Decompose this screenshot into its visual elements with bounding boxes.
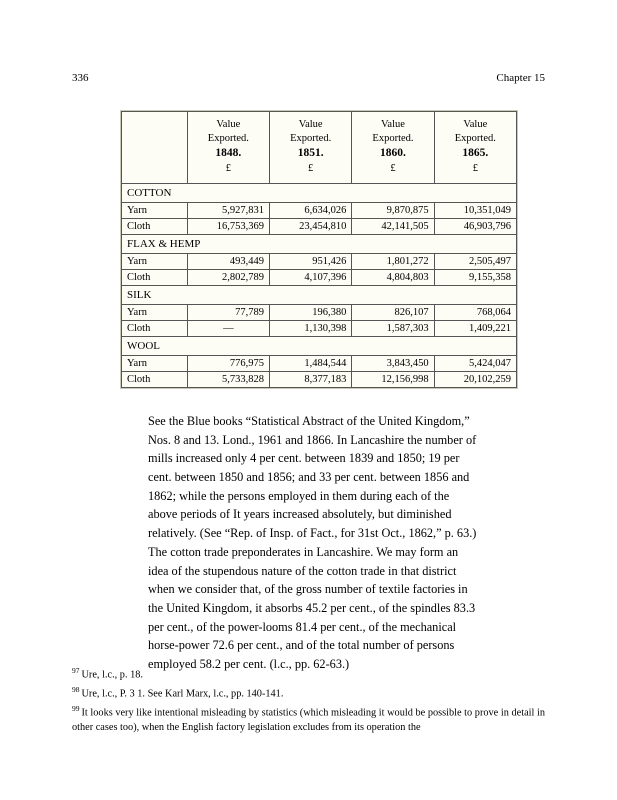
footnote-text: Ure, l.c., P. 3 1. See Karl Marx, l.c., pp. 140-141. [81,688,284,700]
column-header-1865 [434,112,516,184]
table-group-row [122,337,517,356]
table-row [122,372,517,388]
cell-value: 5,927,831 [187,203,269,219]
table-row [122,356,517,372]
row-label: Cloth [122,321,188,337]
column-header-line2: Exported. [372,133,414,145]
body-paragraph-block [148,412,480,674]
group-label: COTTON [122,184,517,203]
table-row [122,321,517,337]
row-label: Cloth [122,270,188,286]
cell-value: 4,804,803 [352,270,434,286]
page-header [72,72,545,84]
cell-value: 776,975 [187,356,269,372]
table-row [122,203,517,219]
column-header-year: 1851. [297,147,324,160]
cell-value: 1,484,544 [270,356,352,372]
footnote-99 [72,704,545,736]
column-header-line2: Exported. [290,133,332,145]
cell-value: 1,130,398 [270,321,352,337]
cell-value: 3,843,450 [352,356,434,372]
column-header-unit: £ [308,162,314,174]
footnote-marker: 98 [72,685,80,695]
cell-value: 10,351,049 [434,203,516,219]
cell-value: 1,801,272 [352,254,434,270]
group-label: WOOL [122,337,517,356]
column-header-1851 [270,112,352,184]
cell-value: 196,380 [270,305,352,321]
cell-value: — [187,321,269,337]
row-label: Yarn [122,305,188,321]
table-row [122,219,517,235]
export-values-table-container [120,110,518,389]
table-row [122,270,517,286]
footnote-marker: 97 [72,666,80,675]
cell-value: 6,634,026 [270,203,352,219]
cell-value: 12,156,998 [352,372,434,388]
row-label: Cloth [122,219,188,235]
table-corner-cell [122,112,188,184]
table-header [122,112,517,184]
page-number: 336 [72,72,89,84]
cell-value: 9,870,875 [352,203,434,219]
footnote-text: It looks very like intentional misleading by statistics (which misleading it would be possible to prove in detail in other cases too), when the English factory legislation excludes from its operation the [72,707,545,734]
column-header-line2: Exported. [454,133,496,145]
cell-value: 77,789 [187,305,269,321]
export-values-table [121,111,517,388]
footnote-97 [72,666,545,683]
cell-value: 46,903,796 [434,219,516,235]
row-label: Yarn [122,356,188,372]
column-header-1848 [187,112,269,184]
column-header-year: 1860. [380,147,406,160]
group-label: SILK [122,286,517,305]
footnote-marker: 99 [72,704,80,714]
footnote-98 [72,685,545,702]
table-group-row [122,286,517,305]
cell-value: 493,449 [187,254,269,270]
cell-value: 2,802,789 [187,270,269,286]
cell-value: 23,454,810 [270,219,352,235]
column-header-year: 1865. [462,147,489,160]
cell-value: 8,377,183 [270,372,352,388]
cell-value: 1,409,221 [434,321,516,337]
table-body [122,184,517,388]
group-label: FLAX & HEMP [122,235,517,254]
row-label: Cloth [122,372,188,388]
column-header-unit: £ [390,162,396,174]
cell-value: 4,107,396 [270,270,352,286]
cell-value: 1,587,303 [352,321,434,337]
cell-value: 20,102,259 [434,372,516,388]
column-header-unit: £ [472,162,478,174]
table-header-row [122,112,517,184]
column-header-line1: Value [298,119,323,130]
column-header-line2: Exported. [207,133,249,145]
cell-value: 2,505,497 [434,254,516,270]
table-group-row [122,235,517,254]
table-row [122,305,517,321]
table-row [122,254,517,270]
chapter-label: Chapter 15 [496,72,545,84]
cell-value: 5,424,047 [434,356,516,372]
cell-value: 16,753,369 [187,219,269,235]
column-header-line1: Value [463,119,488,130]
column-header-line1: Value [216,119,241,130]
cell-value: 826,107 [352,305,434,321]
footnote-text: Ure, l.c., p. 18. [81,669,143,681]
cell-value: 9,155,358 [434,270,516,286]
column-header-1860 [352,112,434,184]
row-label: Yarn [122,203,188,219]
column-header-unit: £ [225,162,231,174]
row-label: Yarn [122,254,188,270]
column-header-line1: Value [381,119,405,130]
cell-value: 42,141,505 [352,219,434,235]
table-group-row [122,184,517,203]
cell-value: 951,426 [270,254,352,270]
cell-value: 768,064 [434,305,516,321]
footnotes-block [72,666,545,738]
body-paragraph: See the Blue books “Statistical Abstract of the United Kingdom,” Nos. 8 and 13. Lond., 1961 and 1866. In Lancashire the number of mills increased only 4 per cent. between 1839 and 1850; 19 per cent. between 1850 and 1856; and 33 per cent. between 1856 and 1862; while the persons employed in them during each of the above periods of It years increased absolutely, but diminished relatively. (See “Rep. of Insp. of Fact., for 31st Oct., 1862,” p. 63.) The cotton trade preponderates in Lancashire. We may form an idea of the stupendous nature of the cotton trade in that district when we consider that, of the gross number of textile factories in the United Kingdom, it absorbs 45.2 per cent., of the spindles 83.3 per cent., of the power-looms 81.4 per cent., of the mechanical horse-power 72.6 per cent., and of the total number of persons employed 58.2 per cent. (l.c., pp. 62-63.) [148,414,477,671]
cell-value: 5,733,828 [187,372,269,388]
column-header-year: 1848. [215,147,242,160]
